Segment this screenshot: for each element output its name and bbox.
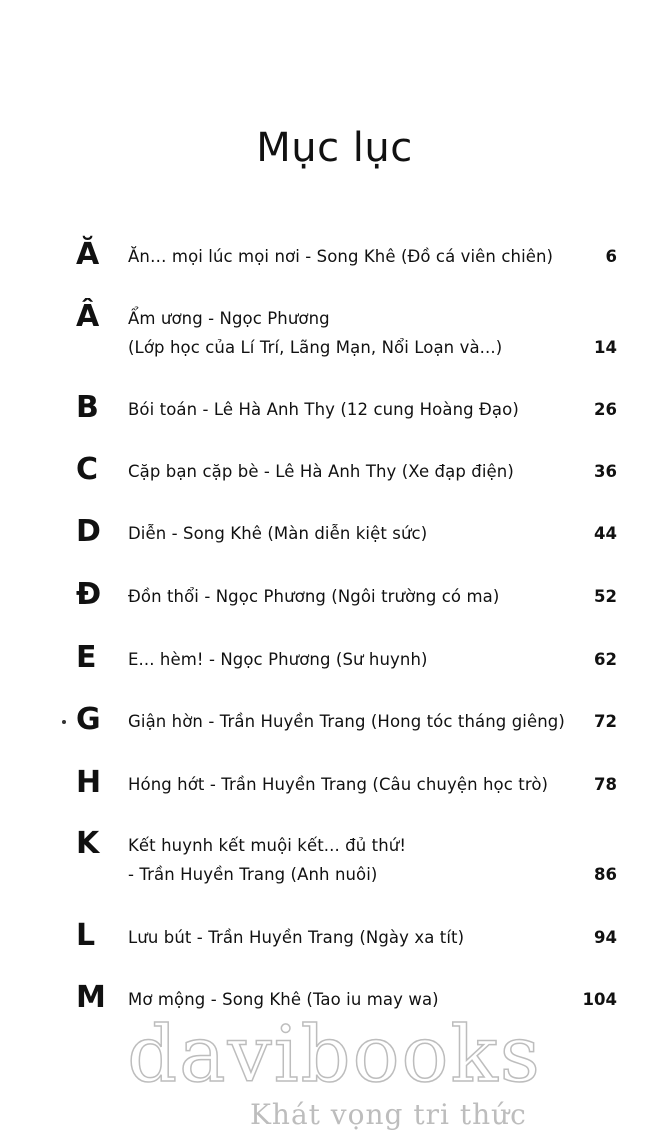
page-number: 94 xyxy=(594,928,617,947)
page-title: Mục lục xyxy=(256,124,413,171)
page-number: 52 xyxy=(594,587,617,606)
section-letter: H xyxy=(76,765,102,800)
section-letter: C xyxy=(76,452,99,487)
section-letter: M xyxy=(76,980,106,1015)
entry-title: E... hèm! - Ngọc Phương (Sư huynh) xyxy=(128,650,428,669)
page-number: 86 xyxy=(594,865,617,884)
section-letter: Đ xyxy=(76,577,102,612)
entry-title: Ẩm ương - Ngọc Phương xyxy=(128,309,330,328)
watermark-brand: davibooks xyxy=(127,1010,542,1100)
section-letter: G xyxy=(76,702,101,737)
page-number: 14 xyxy=(594,338,617,357)
entry-title: Ăn… mọi lúc mọi nơi - Song Khê (Đồ cá viên chiên) xyxy=(128,247,554,266)
entry-title: Hóng hớt - Trần Huyền Trang (Câu chuyện học trò) xyxy=(128,775,549,794)
entry-title: Đồn thổi - Ngọc Phương (Ngôi trường có ma) xyxy=(128,587,500,606)
section-letter: D xyxy=(76,514,101,549)
entry-title: Mơ mộng - Song Khê (Tao iu may wa) xyxy=(128,990,439,1009)
page-number: 78 xyxy=(594,775,617,794)
entry-title: Diễn - Song Khê (Màn diễn kiệt sức) xyxy=(128,524,428,543)
section-letter: L xyxy=(76,918,96,953)
entry-subtitle: (Lớp học của Lí Trí, Lãng Mạn, Nổi Loạn và...) xyxy=(128,338,503,357)
page-number: 104 xyxy=(582,990,617,1009)
page-number: 72 xyxy=(594,712,617,731)
entry-subtitle: - Trần Huyền Trang (Anh nuôi) xyxy=(128,865,378,884)
section-letter: Ă xyxy=(76,237,100,272)
page-number: 44 xyxy=(594,524,617,543)
entry-title: Bói toán - Lê Hà Anh Thy (12 cung Hoàng Đạo) xyxy=(128,400,519,419)
page-number: 62 xyxy=(594,650,617,669)
entry-title: Giận hờn - Trần Huyền Trang (Hong tóc tháng giêng) xyxy=(128,712,565,731)
page-number: 26 xyxy=(594,400,617,419)
page-number: 36 xyxy=(594,462,617,481)
entry-title: Kết huynh kết muội kết... đủ thứ! xyxy=(128,836,407,855)
watermark-tagline: Khát vọng tri thức xyxy=(250,1098,527,1131)
stray-mark xyxy=(62,720,66,724)
section-letter: E xyxy=(76,640,97,675)
section-letter: Â xyxy=(76,299,100,334)
page-number: 6 xyxy=(605,247,617,266)
entry-title: Cặp bạn cặp bè - Lê Hà Anh Thy (Xe đạp điện) xyxy=(128,462,514,481)
section-letter: B xyxy=(76,390,99,425)
entry-title: Lưu bút - Trần Huyền Trang (Ngày xa tít) xyxy=(128,928,465,947)
section-letter: K xyxy=(76,826,100,861)
